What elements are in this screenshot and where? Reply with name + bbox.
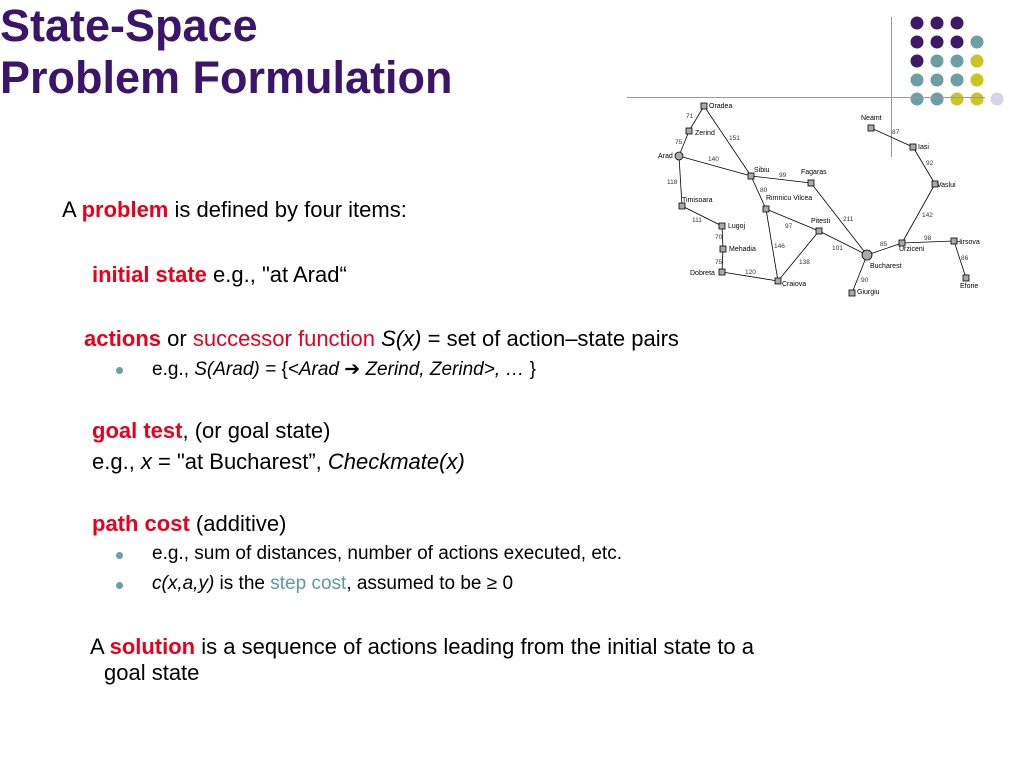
distance-label: 71	[686, 113, 694, 120]
solution-pre: A	[90, 634, 110, 659]
solution-line-2: goal state	[104, 660, 200, 685]
goal-example-line	[92, 449, 465, 475]
example-pair-start: <Arad	[287, 359, 345, 380]
goal-test-line	[92, 418, 330, 444]
city-label: Eforie	[960, 283, 979, 290]
distance-label: 138	[799, 259, 810, 266]
path-cost-bullet-2	[152, 573, 513, 595]
distance-label: 97	[785, 223, 793, 230]
goal-example-checkmate: Checkmate(x)	[327, 449, 465, 474]
distance-label: 90	[861, 277, 869, 284]
example-func: S(Arad) =	[194, 359, 282, 380]
distance-label: 98	[924, 235, 932, 242]
brace-close: }	[524, 359, 536, 380]
distance-label: 80	[760, 187, 768, 194]
actions-or: or	[161, 326, 193, 351]
city-label: Neamt	[861, 115, 882, 122]
distance-label: 142	[922, 212, 933, 219]
city-label: Zerind	[695, 130, 715, 137]
city-label: Bucharest	[870, 263, 902, 270]
actions-example	[152, 358, 536, 381]
city-label: Oradea	[709, 103, 733, 110]
brace-open: {	[281, 359, 288, 380]
path-cost-keyword: path cost	[92, 511, 190, 536]
example-pair-end: Zerind, Zerind>, …	[360, 359, 525, 380]
goal-example-x: x	[140, 449, 152, 474]
distance-label: 146	[774, 243, 785, 250]
distance-label: 85	[880, 241, 888, 248]
goal-test-text: , (or goal state)	[182, 418, 331, 443]
step-cost-post: , assumed to be ≥ 0	[346, 573, 514, 594]
bullet-icon	[116, 367, 123, 374]
solution-line	[90, 634, 754, 660]
decorative-dot-grid	[890, 8, 1024, 108]
problem-intro	[62, 197, 407, 223]
path-cost-text: (additive)	[189, 511, 287, 536]
city-label: Craiova	[782, 281, 807, 288]
city-label: Urziceni	[899, 246, 925, 253]
step-cost-keyword: step cost	[270, 573, 347, 594]
distance-label: 140	[708, 156, 719, 163]
step-cost-function: c(x,a,y)	[152, 573, 215, 594]
city-label: Rimnicu Vilcea	[766, 195, 813, 202]
distance-label: 92	[926, 160, 934, 167]
actions-line	[84, 326, 679, 352]
city-label: Fagaras	[801, 169, 827, 176]
city-label: Timisoara	[682, 197, 713, 204]
distance-label: 101	[832, 245, 843, 252]
slide-title	[0, 0, 1024, 104]
goal-example-pre: e.g.,	[92, 449, 141, 474]
city-label: Giurgiu	[857, 289, 880, 296]
successor-symbol: S(x)	[375, 326, 422, 351]
intro-pre: A	[62, 197, 82, 222]
distance-label: 86	[961, 255, 969, 262]
city-label: Mehadia	[729, 246, 756, 253]
city-label: Iasi	[918, 144, 929, 151]
distance-label: 120	[745, 269, 756, 276]
path-cost-bullet-1: e.g., sum of distances, number of actions executed, etc.	[152, 543, 622, 564]
distance-label: 70	[715, 234, 723, 241]
actions-description: set of action–state pairs	[446, 326, 679, 351]
distance-label: 99	[779, 172, 787, 179]
successor-function-keyword: successor function	[192, 326, 376, 351]
initial-state-text: e.g., "at Arad“	[206, 262, 347, 287]
distance-label: 75	[715, 259, 723, 266]
arrow-icon: ➔	[344, 359, 361, 380]
distance-label: 118	[667, 179, 678, 186]
distance-label: 111	[692, 217, 702, 224]
goal-test-keyword: goal test	[92, 418, 183, 443]
actions-keyword: actions	[84, 326, 162, 351]
solution-text: is a sequence of actions leading from the initial state to a	[195, 634, 755, 659]
distance-label: 151	[729, 135, 740, 142]
distance-label: 75	[675, 139, 683, 146]
path-cost-line	[92, 511, 286, 537]
city-label: Lugoj	[728, 223, 746, 230]
romania-road-map	[640, 98, 990, 308]
solution-keyword: solution	[109, 634, 196, 659]
initial-state-line	[92, 262, 347, 288]
goal-example-mid: = "at Bucharest”,	[151, 449, 328, 474]
example-pre: e.g.,	[152, 359, 195, 380]
city-label: Vaslui	[937, 182, 956, 189]
distance-label: 87	[892, 129, 900, 136]
city-label: Hirsova	[956, 239, 980, 246]
city-label: Sibiu	[754, 167, 770, 174]
problem-keyword: problem	[81, 197, 169, 222]
bullet-icon	[116, 552, 123, 559]
city-label: Pitesti	[811, 218, 831, 225]
distance-label: 211	[843, 216, 854, 223]
title-line-2: Problem Formulation	[0, 52, 453, 103]
bullet-icon	[116, 582, 123, 589]
equals-sign: =	[421, 326, 447, 351]
intro-post: is defined by four items:	[168, 197, 407, 222]
city-label: Arad	[658, 153, 673, 160]
initial-state-keyword: initial state	[92, 262, 207, 287]
step-cost-mid: is the	[214, 573, 271, 594]
city-label: Dobreta	[690, 270, 715, 277]
title-line-1: State-Space	[0, 0, 258, 51]
